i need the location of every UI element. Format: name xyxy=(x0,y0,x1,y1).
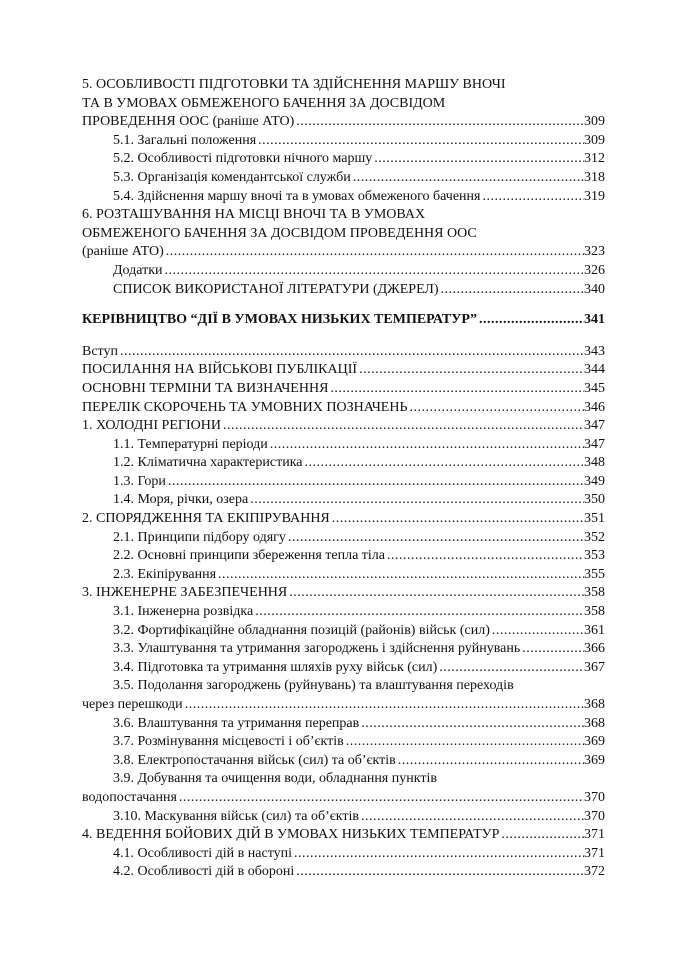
toc-page-number: 345 xyxy=(584,380,605,396)
toc-page-number: 353 xyxy=(584,548,605,564)
toc-page-number: 372 xyxy=(584,864,605,880)
dot-leader xyxy=(177,789,584,808)
spacer xyxy=(82,299,605,311)
dot-leader xyxy=(359,715,584,734)
toc-entry-title: 3. ІНЖЕНЕРНЕ ЗАБЕЗПЕЧЕННЯ xyxy=(82,585,288,601)
dot-leader xyxy=(328,380,584,399)
toc-entry-1-2 xyxy=(82,454,605,473)
toc-page-number: 312 xyxy=(584,151,605,167)
toc-entry-title: 3.3. Улаштування та утримання загороджень і здійснення руйнувань xyxy=(113,641,521,657)
dot-leader xyxy=(490,622,584,641)
toc-entry-6-line1: 6. РОЗТАШУВАННЯ НА МІСЦІ ВНОЧІ ТА В УМОВАХ xyxy=(82,207,426,223)
toc-page-number: 343 xyxy=(584,343,605,359)
toc-entry-3-5-line1: 3.5. Подолання загороджень (руйнувань) та влаштування переходів xyxy=(113,678,514,694)
dot-leader xyxy=(439,281,584,300)
toc-entry-title: 3.2. Фортифікаційне обладнання позицій (районів) військ (сил) xyxy=(113,622,490,638)
dot-leader xyxy=(385,547,584,566)
dot-leader xyxy=(292,845,584,864)
dot-leader xyxy=(480,188,584,207)
toc-entry-title: 4.2. Особливості дій в обороні xyxy=(113,864,295,880)
dot-leader xyxy=(303,454,585,473)
toc-entry-3-6 xyxy=(82,715,605,734)
toc-page-number: 371 xyxy=(584,827,605,843)
toc-entry-terms xyxy=(82,380,605,399)
toc-entry-references xyxy=(82,281,605,300)
table-of-contents xyxy=(82,76,605,882)
toc-entry-publications xyxy=(82,361,605,380)
toc-page-number: 326 xyxy=(584,262,605,278)
toc-entry-1-3 xyxy=(82,473,605,492)
toc-entry-1 xyxy=(82,417,605,436)
toc-page-number: 344 xyxy=(584,362,605,378)
toc-entry-title: 3.4. Підготовка та утримання шляхів руху військ (сил) xyxy=(113,659,438,675)
toc-entry-4-1 xyxy=(82,845,605,864)
toc-entry-title: 2. СПОРЯДЖЕННЯ ТА ЕКІПІРУВАННЯ xyxy=(82,511,330,527)
dot-leader xyxy=(359,808,584,827)
dot-leader xyxy=(294,863,584,882)
toc-page-number: 347 xyxy=(584,418,605,434)
toc-entry-3-1 xyxy=(82,603,605,622)
toc-entry-abbreviations xyxy=(82,399,605,418)
toc-page-number: 367 xyxy=(584,659,605,675)
toc-entry-title: 1.2. Кліматична характеристика xyxy=(113,455,303,471)
toc-entry-3-9 xyxy=(82,789,605,808)
toc-page-number: 340 xyxy=(584,281,605,297)
toc-page-number: 369 xyxy=(584,752,605,768)
toc-entry-title: Додатки xyxy=(113,262,163,278)
dot-leader xyxy=(183,696,584,715)
toc-entry-title: Вступ xyxy=(82,343,118,359)
toc-entry-title: ПЕРЕЛІК СКОРОЧЕНЬ ТА УМОВНИХ ПОЗНАЧЕНЬ xyxy=(82,399,408,415)
toc-entry-6 xyxy=(82,243,605,262)
toc-entry-6-line2: ОБМЕЖЕНОГО БАЧЕННЯ ЗА ДОСВІДОМ ПРОВЕДЕННЯ ООС xyxy=(82,225,477,241)
toc-page-number: 351 xyxy=(584,511,605,527)
toc-entry-3-8 xyxy=(82,752,605,771)
dot-leader xyxy=(396,752,584,771)
toc-entry-title: 5.2. Особливості підготовки нічного маршу xyxy=(113,151,373,167)
dot-leader xyxy=(216,566,584,585)
dot-leader xyxy=(256,132,584,151)
toc-entry-3-3 xyxy=(82,640,605,659)
toc-entry-3-10 xyxy=(82,808,605,827)
toc-entry-title: 2.1. Принципи підбору одягу xyxy=(113,529,286,545)
dot-leader xyxy=(253,603,584,622)
toc-entry-1-4 xyxy=(82,491,605,510)
toc-entry-title: 3.1. Інженерна розвідка xyxy=(113,604,254,620)
toc-page-number: 323 xyxy=(584,244,605,260)
toc-page-number: 371 xyxy=(584,845,605,861)
dot-leader xyxy=(408,399,585,418)
toc-page-number: 368 xyxy=(584,697,605,712)
toc-entry-title: СПИСОК ВИКОРИСТАНОЇ ЛІТЕРАТУРИ (ДЖЕРЕЛ) xyxy=(113,281,439,297)
toc-page-number: 358 xyxy=(584,585,605,601)
toc-page-number: 368 xyxy=(584,715,605,731)
dot-leader xyxy=(221,417,584,436)
toc-entry-title: 3.6. Влаштування та утримання переправ xyxy=(113,715,360,731)
toc-entry-title: (раніше АТО) xyxy=(82,244,164,260)
toc-page-number: 319 xyxy=(584,188,605,204)
toc-entry-5-1 xyxy=(82,132,605,151)
toc-page-number: 369 xyxy=(584,734,605,750)
toc-entry-3 xyxy=(82,584,605,603)
dot-leader xyxy=(520,640,584,659)
dot-leader xyxy=(166,473,584,492)
toc-entry-2 xyxy=(82,510,605,529)
toc-entry-title: 4. ВЕДЕННЯ БОЙОВИХ ДІЙ В УМОВАХ НИЗЬКИХ ТЕМПЕРАТУР xyxy=(82,827,500,843)
toc-page-number: 318 xyxy=(584,169,605,185)
toc-page-number: 348 xyxy=(584,455,605,471)
dot-leader xyxy=(286,529,584,548)
toc-entry-3-4 xyxy=(82,659,605,678)
toc-entry-5 xyxy=(82,113,605,132)
toc-entry-title: 3.10. Маскування військ (сил) та об’єктів xyxy=(113,808,359,824)
dot-leader xyxy=(118,343,584,362)
dot-leader xyxy=(294,113,584,132)
toc-entry-2-3 xyxy=(82,566,605,585)
toc-page-number: 350 xyxy=(584,492,605,508)
toc-entry-title: 1.3. Гори xyxy=(113,473,166,489)
toc-page-number: 309 xyxy=(584,114,605,130)
toc-entry-2-1 xyxy=(82,529,605,548)
toc-entry-title: 5.1. Загальні положення xyxy=(113,132,257,148)
toc-page-number: 349 xyxy=(584,473,605,489)
dot-leader xyxy=(164,243,584,262)
toc-entry-appendix xyxy=(82,262,605,281)
toc-page-number: 366 xyxy=(584,641,605,657)
toc-entry-4-2 xyxy=(82,863,605,882)
dot-leader xyxy=(351,169,584,188)
toc-entry-title: 1.4. Моря, річки, озера xyxy=(113,492,249,508)
dot-leader xyxy=(287,584,584,603)
dot-leader xyxy=(499,826,584,845)
toc-entry-5-4 xyxy=(82,188,605,207)
toc-entry-title: водопостачання xyxy=(82,789,177,805)
toc-entry-2-2 xyxy=(82,547,605,566)
toc-entry-title: 1. ХОЛОДНІ РЕГІОНИ xyxy=(82,418,221,434)
toc-page-number: 358 xyxy=(584,604,605,620)
toc-page-number: 355 xyxy=(584,566,605,582)
toc-entry-title: 2.3. Екіпірування xyxy=(113,566,217,582)
dot-leader xyxy=(477,311,584,330)
dot-leader xyxy=(372,150,584,169)
toc-entry-title: ПРОВЕДЕННЯ ООС (раніше АТО) xyxy=(82,114,295,130)
dot-leader xyxy=(357,361,584,380)
toc-page-number: 347 xyxy=(584,436,605,452)
toc-entry-3-5 xyxy=(82,696,605,715)
toc-page-number: 352 xyxy=(584,529,605,545)
toc-page-number: 370 xyxy=(584,789,605,805)
dot-leader xyxy=(437,659,584,678)
dot-leader xyxy=(330,510,584,529)
toc-entry-title: КЕРІВНИЦТВО “ДІЇ В УМОВАХ НИЗЬКИХ ТЕМПЕРАТУР” xyxy=(82,312,477,328)
dot-leader xyxy=(344,733,584,752)
toc-entry-title: 4.1. Особливості дій в наступі xyxy=(113,845,293,861)
toc-entry-1-1 xyxy=(82,436,605,455)
spacer xyxy=(82,330,605,343)
dot-leader xyxy=(268,436,584,455)
toc-entry-5-2 xyxy=(82,150,605,169)
toc-entry-title: 5.4. Здійснення маршу вночі та в умовах обмеженого бачення xyxy=(113,188,481,204)
toc-entry-3-2 xyxy=(82,622,605,641)
toc-entry-4 xyxy=(82,826,605,845)
toc-entry-intro xyxy=(82,343,605,362)
toc-entry-5-3 xyxy=(82,169,605,188)
toc-entry-title: 3.8. Електропостачання військ (сил) та об’єктів xyxy=(113,752,396,768)
toc-entry-3-9-line1: 3.9. Добування та очищення води, обладнання пунктів xyxy=(113,771,437,787)
toc-entry-title: ПОСИЛАННЯ НА ВІЙСЬКОВІ ПУБЛІКАЦІЇ xyxy=(82,362,358,378)
toc-entry-title: 3.7. Розмінування місцевості і об’єктів xyxy=(113,734,344,750)
toc-entry-title: 2.2. Основні принципи збереження тепла тіла xyxy=(113,548,386,564)
toc-entry-3-7 xyxy=(82,733,605,752)
toc-entry-title: через перешкоди xyxy=(82,697,183,712)
dot-leader xyxy=(248,491,584,510)
toc-page-number: 361 xyxy=(584,622,605,638)
toc-page-number: 309 xyxy=(584,132,605,148)
toc-entry-title: ОСНОВНІ ТЕРМІНИ ТА ВИЗНАЧЕННЯ xyxy=(82,380,329,396)
toc-entry-manual xyxy=(82,311,605,330)
toc-entry-5-line2: ТА В УМОВАХ ОБМЕЖЕНОГО БАЧЕННЯ ЗА ДОСВІДОМ xyxy=(82,95,446,111)
dot-leader xyxy=(163,262,584,281)
toc-entry-title: 5.3. Організація комендантської служби xyxy=(113,169,351,185)
toc-page-number: 341 xyxy=(584,312,605,328)
toc-entry-5-line1: 5. ОСОБЛИВОСТІ ПІДГОТОВКИ ТА ЗДІЙСНЕННЯ МАРШУ ВНОЧІ xyxy=(82,77,506,92)
toc-page-number: 346 xyxy=(584,399,605,415)
toc-entry-title: 1.1. Температурні періоди xyxy=(113,436,268,452)
toc-page-number: 370 xyxy=(584,808,605,824)
